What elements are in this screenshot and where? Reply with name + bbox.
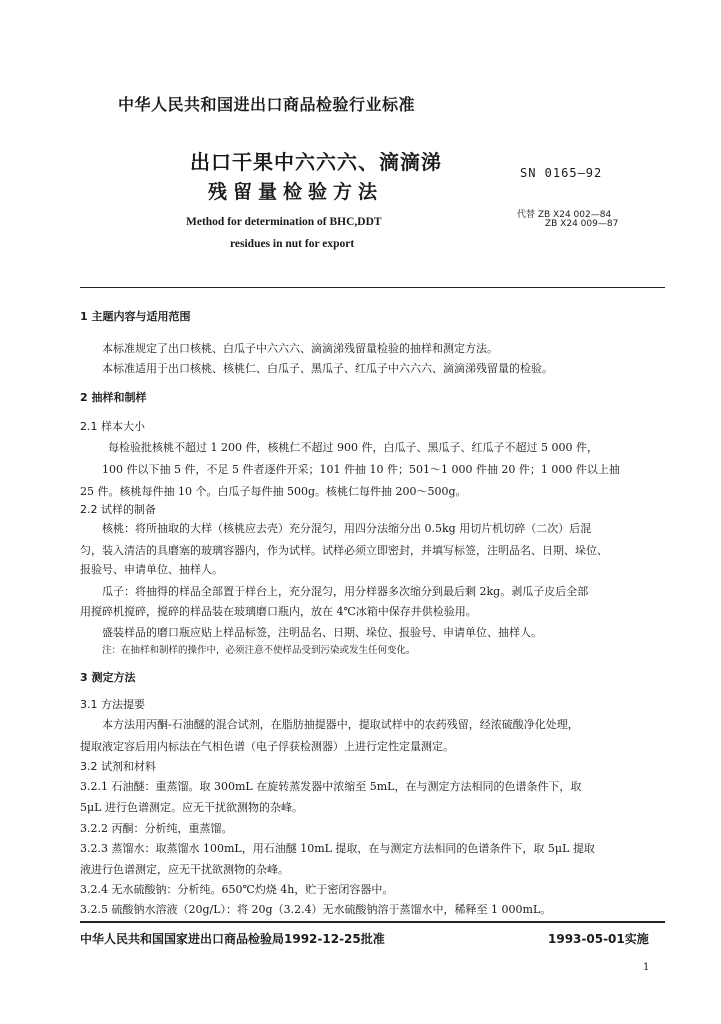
section-2-2-line-4: 瓜子：将抽得的样品全部置于样台上，充分混匀，用分样器多次缩分到最后剩 2kg。剥瓜子皮后全部 xyxy=(102,585,589,598)
section-3-1-heading: 3.1 方法提要 xyxy=(80,698,145,711)
section-3-1-line-2: 提取液定容后用内标法在气相色谱（电子俘获检测器）上进行定性定量测定。 xyxy=(80,740,454,753)
section-2-2-line-1: 核桃：将所抽取的大样（核桃应去壳）充分混匀，用四分法缩分出 0.5kg 用切片机切碎（二次）后混 xyxy=(102,522,592,535)
section-3-1-line-1: 本方法用丙酮-石油醚的混合试剂，在脂肪抽提器中，提取试样中的农药残留，经浓硫酸净化处理， xyxy=(102,718,579,731)
document-title-line2: 残留量检验方法 xyxy=(208,181,384,203)
section-2-2-line-3: 报验号、申请单位、抽样人。 xyxy=(80,563,223,576)
section-1-heading: 1 主题内容与适用范围 xyxy=(80,310,191,323)
approval-statement: 中华人民共和国国家进出口商品检验局1992-12-25批准 xyxy=(80,932,385,946)
header-divider-rule xyxy=(80,287,665,288)
section-2-1-heading: 2.1 样本大小 xyxy=(80,420,145,433)
replaces-standard-line1: 代替 ZB X24 002—84 xyxy=(517,210,612,220)
english-title-line2: residues in nut for export xyxy=(230,238,355,250)
section-2-1-line-3: 25 件。核桃每件抽 10 个。白瓜子每件抽 500g。核桃仁每件抽 200～500g。 xyxy=(80,485,467,498)
english-title-line1: Method for determination of BHC,DDT xyxy=(186,216,382,228)
section-2-1-line-1: 每检验批核桃不超过 1 200 件，核桃仁不超过 900 件，白瓜子、黑瓜子、红瓜子不超过 5 000 件， xyxy=(108,441,598,454)
section-2-2-line-6: 盛装样品的磨口瓶应贴上样品标签，注明品名、日期、垛位、报验号、申请单位、抽样人。 xyxy=(102,626,542,639)
standard-code: SN 0165—92 xyxy=(520,166,603,180)
section-3-2-1-line-2: 5μL 进行色谱测定。应无干扰欲测物的杂峰。 xyxy=(80,801,303,814)
replaces-standard-line2: ZB X24 009—87 xyxy=(545,219,619,229)
section-3-2-1-line-1: 3.2.1 石油醚：重蒸馏。取 300mL 在旋转蒸发器中浓缩至 5mL，在与测定方法相同的色谱条件下，取 xyxy=(80,780,582,793)
section-2-heading: 2 抽样和制样 xyxy=(80,391,147,404)
section-3-2-heading: 3.2 试剂和材料 xyxy=(80,760,156,773)
section-3-2-5: 3.2.5 硫酸钠水溶液（20g/L）：将 20g（3.2.4）无水硫酸钠溶于蒸馏水中，稀释至 1 000mL。 xyxy=(80,903,552,916)
issuing-org-header: 中华人民共和国进出口商品检验行业标准 xyxy=(118,95,416,114)
document-title-line1: 出口干果中六六六、滴滴涕 xyxy=(190,150,442,174)
section-3-2-3-line-1: 3.2.3 蒸馏水：取蒸馏水 100mL，用石油醚 10mL 提取，在与测定方法相同的色谱条件下，取 5μL 提取 xyxy=(80,842,595,855)
section-2-1-line-2: 100 件以下抽 5 件，不足 5 件者逐件开采；101 件抽 10 件；501～1 000 件抽 20 件；1 000 件以上抽 xyxy=(102,463,620,476)
section-3-heading: 3 测定方法 xyxy=(80,671,136,684)
section-2-2-line-5: 用搅碎机搅碎，搅碎的样品装在玻璃磨口瓶内，放在 4℃冰箱中保存并供检验用。 xyxy=(80,605,477,618)
section-3-2-4: 3.2.4 无水硫酸钠：分析纯。650℃灼烧 4h，贮于密闭容器中。 xyxy=(80,883,394,896)
section-2-2-heading: 2.2 试样的制备 xyxy=(80,503,156,516)
section-3-2-2: 3.2.2 丙酮：分析纯，重蒸馏。 xyxy=(80,822,233,835)
page-number: 1 xyxy=(643,962,650,973)
section-1-paragraph-2: 本标准适用于出口核桃、核桃仁、白瓜子、黑瓜子、红瓜子中六六六、滴滴涕残留量的检验。 xyxy=(102,362,553,375)
section-1-paragraph-1: 本标准规定了出口核桃、白瓜子中六六六、滴滴涕残留量检验的抽样和测定方法。 xyxy=(102,342,498,355)
section-2-2-line-2: 匀，装入清洁的具磨塞的玻璃容器内，作为试样。试样必须立即密封，并填写标签，注明品名、日期、垛位、 xyxy=(80,544,608,557)
section-2-2-note: 注：在抽样和制样的操作中，必须注意不使样品受到污染或发生任何变化。 xyxy=(102,645,416,656)
section-3-2-3-line-2: 液进行色谱测定，应无干扰欲测物的杂峰。 xyxy=(80,863,289,876)
footer-divider-rule xyxy=(80,921,665,923)
effective-date: 1993-05-01实施 xyxy=(548,932,649,946)
